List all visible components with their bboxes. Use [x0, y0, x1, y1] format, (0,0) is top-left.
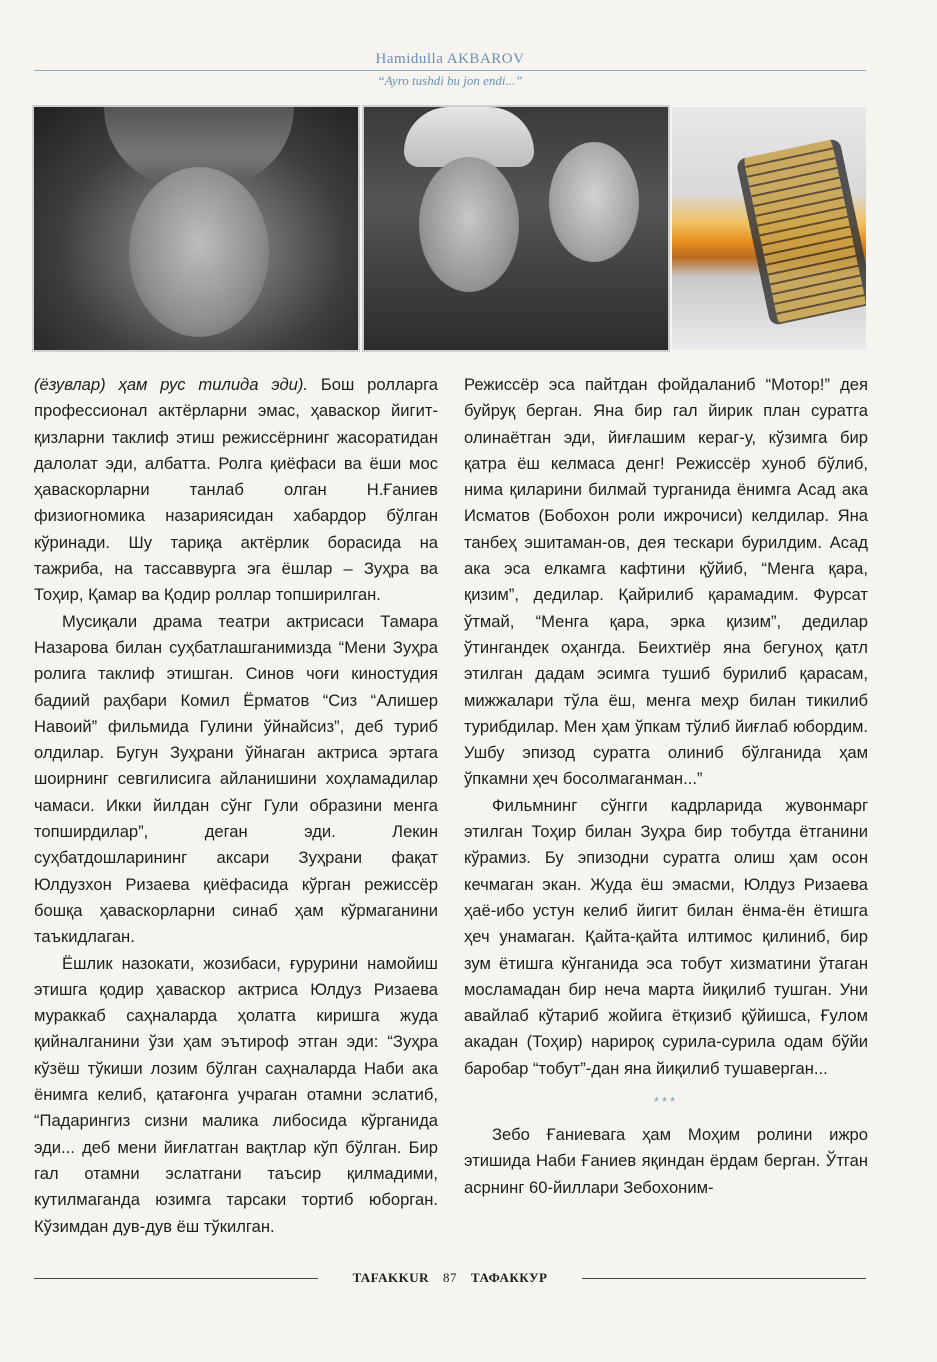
photo-actor-portrait	[34, 107, 358, 350]
paragraph	[34, 372, 438, 609]
face-shape	[129, 167, 269, 337]
page-header	[34, 50, 866, 89]
article-subtitle: “Ayro tushdi bu jon endi...”	[377, 73, 523, 88]
footer-rule	[582, 1278, 866, 1279]
photo-film-still	[364, 107, 668, 350]
page-number: 87	[443, 1270, 458, 1285]
paragraph: Фильмнинг сўнгги кадрларида жувонмарг этилган Тоҳир билан Зуҳра бир тобутда ётганини кўрамиз. Бу эпизодни суратга олиш ҳам осон кечмаган экан. Жуда ёш эмасми, Юлдуз Ризаева ҳаё-ибо устун келиб йигит билан ёнма-ён ётишга ҳеч унамаган. Қайта-қайта илтимос қилиниб, бир зум ётишга кўнганида эса тобут хизматини ўтаган мосламадан бир неча марта йиқилиб тушган. Уни авайлаб кўтариб жойига ётқизиб қўйишса, Ғулом акадан (Тоҳир) нарироқ сурила-сурила одам бўйи баробар “тобут”-дан яна йиқилиб тушаверган...	[464, 795, 868, 1078]
text: Бош ролларга профессионал актёрларни эмас, ҳаваскор йигит-қизларни таклиф этиш режиссёрнинг жасоратидан далолат эди, албатта. Ролга қиёфаси ва ёши мос ҳаваскорларни танлаб олган Н.Ғаниев физиогномика назариясидан хабардор бўлган кўринади. Шу тариқа актёрлик борасида на тажриба, на тассаввурга эга ёшлар – Зуҳра ва Тоҳир, Қамар ва Қодир роллар топширилган.	[34, 375, 438, 605]
right-column	[464, 372, 868, 1201]
footer-text	[318, 1268, 582, 1288]
page-footer	[34, 1268, 866, 1288]
journal-name-latin: TAFAKKUR	[352, 1270, 430, 1285]
author-name: Hamidulla AKBAROV	[375, 51, 525, 67]
footer-rule	[34, 1278, 318, 1279]
journal-name-cyrillic: ТАФАККУР	[471, 1270, 548, 1285]
paragraph: Мусиқали драма театри актрисаси Тамара Назарова билан суҳбатлашганимизда “Мени Зуҳра ролига таклиф этишган. Синов чоғи киностудия бадиий раҳбари Комил Ёрматов “Сиз “Алишер Навоий” фильмида Гулини ўйнайсиз”, деб туриб олдилар. Бугун Зуҳрани ўйнаган актриса эртага шоирнинг севгилисига айланишини хоҳламадилар чамаси. Икки йилдан сўнг Гули образини менга топширдилар”, деган эди. Лекин суҳбатдошларининг аксари Зуҳрани фақат Юлдузхон Ризаева қиёфасида кўрган режиссёр бошқа ҳаваскорларни синаб ҳам кўрмаганини таъкидлаган.	[34, 611, 438, 947]
photo-strip	[34, 107, 866, 350]
paragraph: Режиссёр эса пайтдан фойдаланиб “Мотор!” дея буйруқ берган. Яна бир гал йирик план суратга олинаётган эди, йиғлашим кераг-у, кўзимга бир қатра ёш келмаса денг! Режиссёр хуноб бўлиб, нима қиларини билмай турганида ёнимга Асад ака Исматов (Бобохон роли ижрочиси) келдилар. Яна танбеҳ эшитаман-ов, дея тескари бурилдим. Асад ака эса елкамга кафтини қўйиб, “Менга қара, қизим”, дедилар. Қайрилиб қарамадим. Фурсат ўтмай, “Менга қара, эрка қизим”, дедилар ўтингандек оҳангда. Беихтиёр яна бегуноҳ қатл этилган дадам эсимга тушиб бурилиб қарасам, мижжалари тўла ёш, менга меҳр билан тикилиб турибдилар. Мен ҳам ўпкам тўлиб йиғлаб юбордим. Ушбу эпизод суратга олиниб бўлганида ҳам ўпкамни ҳеч босолмаганман...”	[464, 375, 868, 789]
paragraph: Зебо Ғаниевага ҳам Моҳим ролини ижро этишида Наби Ғаниев яқиндан ёрдам берган. Ўтган асрнинг 60-йиллари Зебохоним-	[464, 1125, 868, 1197]
photo-film-reel	[672, 107, 866, 350]
face-shape	[549, 142, 639, 262]
section-separator: ***	[653, 1094, 679, 1110]
header-rule	[34, 70, 866, 71]
film-reel-icon	[735, 138, 866, 326]
paragraph: Ёшлик назокати, жозибаси, ғурурини намойиш этишга қодир ҳаваскор актриса Юлдуз Ризаева мураккаб саҳналарда ҳолатга киришга жуда қийналганини ўзи ҳам эътироф этган эди: “Зуҳра кўзёш тўкиши лозим бўлган саҳналарда Наби ака ёнимга келиб, қатағонга учраган отамни эслатиб, “Падарингиз сизни малика либосида кўрганида эди... деб мени йиғлатган вақтлар кўп бўлган. Бир гал отамни эслатгани таъсир қилмадими, кутилмаганда юзимга тарсаки тортиб юборган. Кўзимдан дув-дув ёш тўкилган.	[34, 953, 438, 1236]
face-shape	[419, 157, 519, 292]
italic-text: (ёзувлар) ҳам рус тилида эди).	[34, 375, 309, 394]
left-column	[34, 372, 438, 1240]
